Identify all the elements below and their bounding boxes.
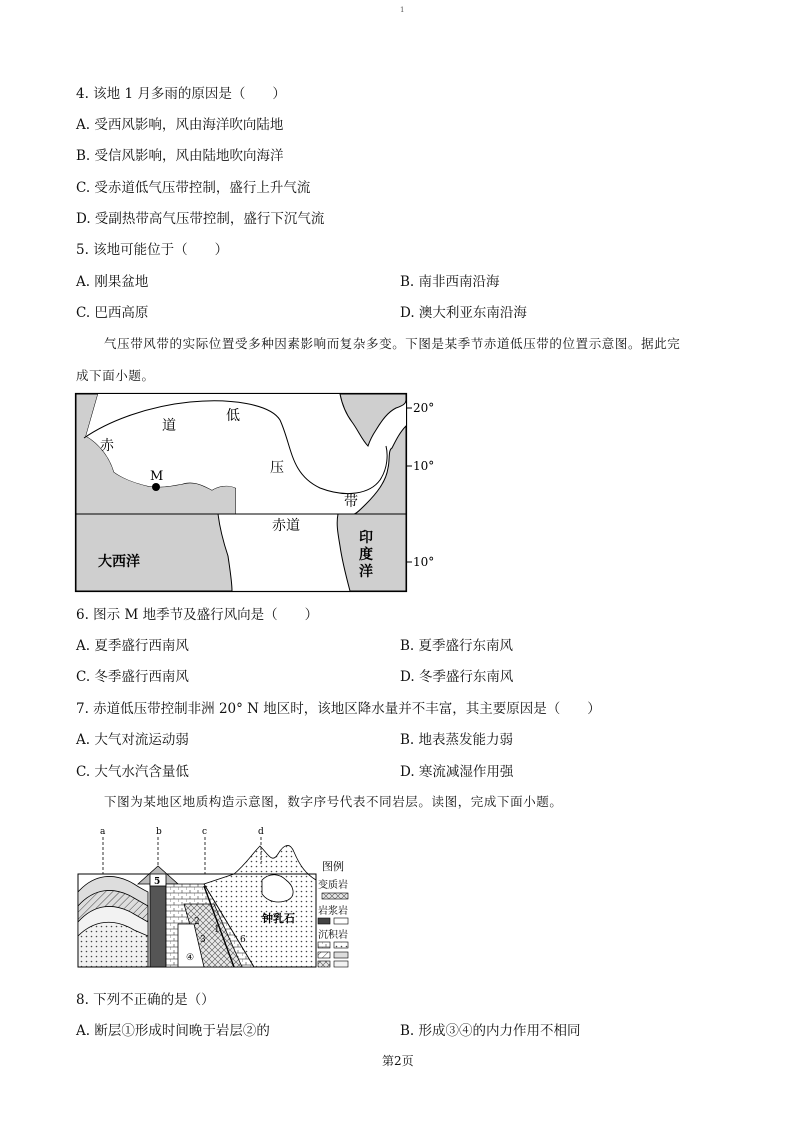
stalactite-label: 钟乳石 [262,912,295,925]
question-6-stem: 6. 图示 M 地季节及盛行风向是（ ） [76,607,319,623]
belt-char-4: 压 [270,460,284,476]
letter-a: a [100,827,106,837]
letter-c: c [202,827,208,837]
page-top-mark: 1 [400,6,405,14]
question-7-option-c: C. 大气水汽含量低 [76,764,189,780]
equatorial-low-pressure-map [70,390,440,595]
letter-d: d [258,827,264,837]
latitude-10n-label: 10° [413,459,435,473]
belt-char-3: 低 [226,408,240,424]
magma-column [150,884,166,967]
legend-title: 图例 [322,860,344,873]
legend-magmatic-label: 岩浆岩 [318,906,348,917]
legend-metamorphic-swatch [322,893,348,899]
question-8-option-a: A. 断层①形成时间晚于岩层②的 [76,1023,270,1039]
layer-5-label: 5 [154,877,161,887]
legend-sedimentary-swatch-2 [334,942,348,948]
atlantic-ocean-label: 大西洋 [98,554,140,570]
question-7-stem: 7. 赤道低压带控制非洲 20° N 地区时，该地区降水量并不丰富，其主要原因是（ ） [76,701,601,717]
question-8-stem: 8. 下列不正确的是（） [76,992,215,1008]
question-4-option-a: A. 受西风影响，风由海洋吹向陆地 [76,117,284,133]
indian-ocean-label-char-1: 印 [359,530,373,546]
question-8-option-b: B. 形成③④的内力作用不相同 [400,1023,581,1039]
question-6-option-d: D. 冬季盛行东南风 [400,669,514,685]
layer-4-label: ④ [186,953,195,963]
question-4-stem: 4. 该地 1 月多雨的原因是（ ） [76,86,286,102]
question-5-option-d: D. 澳大利亚东南沿海 [400,305,527,321]
question-4-option-b: B. 受信风影响，风由陆地吹向海洋 [76,148,284,164]
question-5-option-a: A. 刚果盆地 [76,274,149,290]
belt-char-5: 带 [344,494,358,510]
geological-structure-diagram [74,824,364,972]
belt-char-1: 赤 [100,438,114,454]
indian-ocean-label-char-3: 洋 [359,564,373,580]
question-4-option-d: D. 受副热带高气压带控制，盛行下沉气流 [76,211,325,227]
question-7-option-b: B. 地表蒸发能力弱 [400,732,514,748]
question-5-stem: 5. 该地可能位于（ ） [76,242,229,258]
letter-b: b [156,827,162,837]
question-7-option-a: A. 大气对流运动弱 [76,732,189,748]
page-number-footer: 第2页 [382,1054,414,1068]
latitude-20n-label: 20° [413,401,435,415]
layer-1-label: 1 [214,925,220,935]
question-6-option-b: B. 夏季盛行东南风 [400,638,514,654]
belt-char-2: 道 [162,418,176,434]
legend-metamorphic-label: 变质岩 [318,880,348,891]
intro-paragraph-1-line-2: 成下面小题。 [76,368,155,383]
layer-3-label: 3 [200,935,206,945]
question-6-option-a: A. 夏季盛行西南风 [76,638,189,654]
question-6-option-c: C. 冬季盛行西南风 [76,669,189,685]
legend-sedimentary-swatch-5 [318,961,330,967]
legend-magmatic-swatch-2 [334,918,348,924]
legend-sedimentary-swatch-6 [334,961,348,967]
legend-sedimentary-swatch-4 [334,952,348,958]
intro-paragraph-1-line-1: 气压带风带的实际位置受多种因素影响而复杂多变。下图是某季节赤道低压带的位置示意图。据此完 [104,336,681,351]
indian-ocean-label-char-2: 度 [359,547,373,563]
question-5-option-b: B. 南非西南沿海 [400,274,500,290]
question-5-option-c: C. 巴西高原 [76,305,149,321]
intro-paragraph-2: 下图为某地区地质构造示意图，数字序号代表不同岩层。读图，完成下面小题。 [104,794,563,809]
legend-magmatic-swatch-1 [318,918,330,924]
latitude-10s-label: 10° [413,555,435,569]
equator-label: 赤道 [272,518,300,534]
legend-sedimentary-swatch-3 [318,952,330,958]
legend-sedimentary-label: 沉积岩 [318,930,348,941]
question-7-option-d: D. 寒流减湿作用强 [400,764,514,780]
point-m-marker [152,483,160,491]
point-m-label: M [150,469,164,484]
legend-sedimentary-swatch-1 [318,942,330,948]
question-4-option-c: C. 受赤道低气压带控制，盛行上升气流 [76,180,311,196]
layer-2-label: 2 [194,917,200,927]
atlantic-ocean-south [76,514,232,591]
